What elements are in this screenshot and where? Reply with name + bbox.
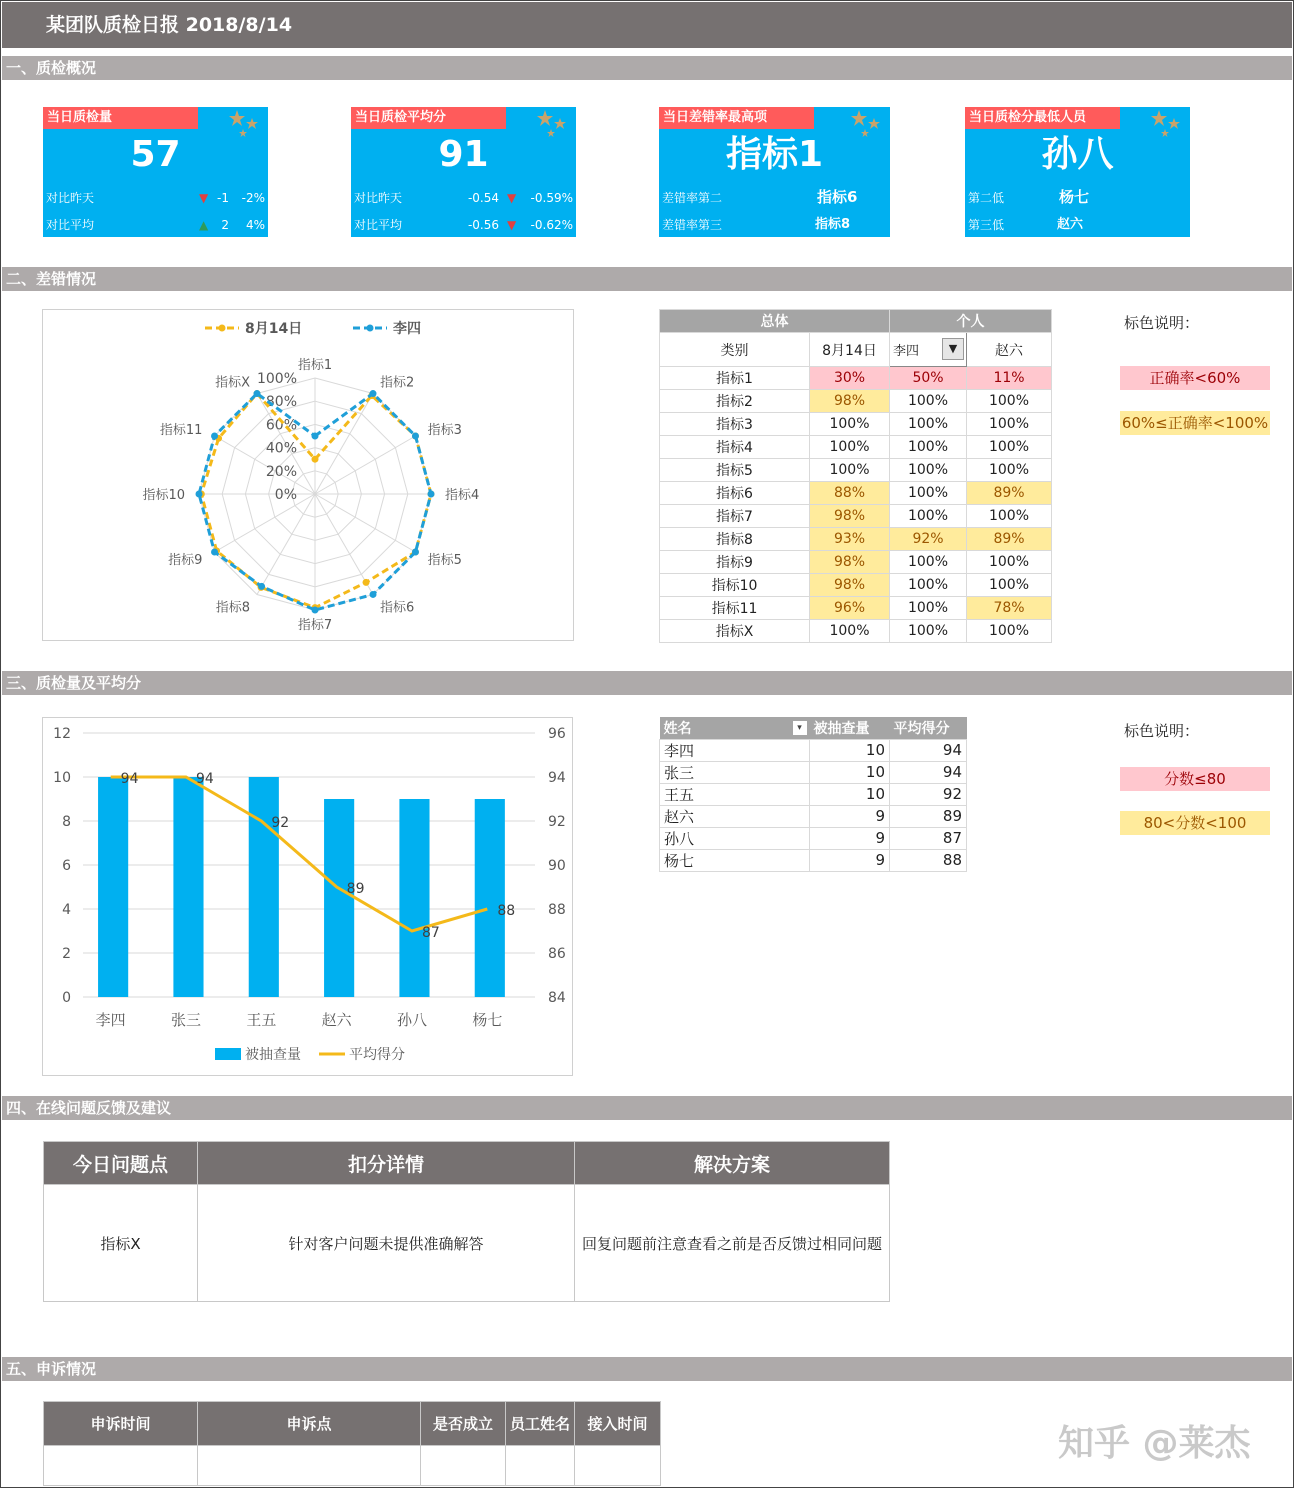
kpi-row-label: 第二低: [968, 191, 1005, 205]
radar-point: [412, 549, 419, 556]
metric-cell: 指标X: [660, 620, 810, 643]
kpi-row-label: 对比昨天: [46, 191, 95, 205]
radar-axis-label: 指标5: [427, 553, 462, 568]
rate-cell: 89%: [967, 482, 1052, 505]
metric-cell: 指标8: [660, 528, 810, 551]
appeal-cell[interactable]: [421, 1446, 506, 1486]
y-tick-label: 0: [62, 990, 71, 1006]
kpi-row-label: 对比平均: [46, 218, 95, 232]
error-row: [660, 620, 1052, 643]
radar-axis-label: 指标6: [380, 600, 415, 616]
appeal-cell[interactable]: [506, 1446, 575, 1486]
error-row: [660, 436, 1052, 459]
radar-chart: [43, 310, 573, 640]
data-label: 94: [196, 771, 214, 787]
appeal-cell[interactable]: [575, 1446, 661, 1486]
legend-yellow: 80<分数<100: [1120, 811, 1270, 835]
rate-cell: 100%: [810, 413, 890, 436]
kpi-row-label: 差错率第三: [662, 218, 723, 232]
legend-title: 标色说明：: [1124, 722, 1200, 740]
count-cell: 9: [810, 849, 890, 871]
down-arrow-icon: ▼: [507, 218, 517, 232]
data-label: 89: [346, 881, 365, 897]
metric-cell: 指标3: [660, 413, 810, 436]
kpi-row-pct: -2%: [241, 191, 265, 205]
radar-axis-label: 指标9: [168, 553, 203, 568]
rate-cell: 88%: [810, 482, 890, 505]
x-tick-label: 赵六: [321, 1011, 352, 1029]
average-cell: 87: [890, 827, 967, 849]
down-arrow-icon: ▼: [199, 191, 209, 205]
kpi-tag: 当日差错率最高项: [659, 107, 814, 129]
y2-tick-label: 90: [548, 858, 566, 874]
x-tick-label: 张三: [170, 1011, 202, 1029]
radar-point: [370, 390, 377, 397]
header-solution: 解决方案: [575, 1142, 890, 1185]
radar-axis-label: 指标X: [215, 375, 250, 391]
name-cell: 孙八: [660, 827, 810, 849]
rate-cell: 78%: [967, 597, 1052, 620]
header-issue: 今日问题点: [44, 1142, 198, 1185]
radar-tick-label: 40%: [265, 440, 297, 457]
bar: [173, 777, 203, 997]
kpi-row-pct: 4%: [245, 218, 265, 232]
radar-axis-label: 指标2: [380, 375, 415, 391]
header-average: 平均得分: [890, 717, 967, 739]
radar-point: [428, 491, 435, 498]
rate-cell: 89%: [967, 528, 1052, 551]
data-label: 87: [422, 925, 440, 941]
score-row: [660, 849, 967, 871]
appeal-table: [43, 1401, 661, 1486]
radar-chart-panel: [42, 309, 574, 641]
rate-cell: 100%: [890, 413, 967, 436]
kpi-tag: 当日质检分最低人员: [965, 107, 1120, 129]
error-rate-table: [659, 309, 1052, 643]
rate-cell: 100%: [890, 505, 967, 528]
y2-tick-label: 86: [548, 946, 566, 962]
radar-point: [312, 607, 319, 614]
issue-cell: 指标X: [44, 1185, 198, 1302]
radar-tick-label: 20%: [265, 463, 297, 480]
radar-axis-label: 指标1: [297, 358, 333, 373]
y-tick-label: 10: [53, 770, 71, 786]
metric-cell: 指标11: [660, 597, 810, 620]
legend-label: 李四: [393, 321, 421, 337]
radar-axis-label: 指标7: [297, 618, 333, 633]
report-title: 某团队质检日报 2018/8/14: [2, 2, 1292, 48]
kpi-row-value: -0.56: [467, 218, 499, 232]
rate-cell: 100%: [890, 597, 967, 620]
legend-pink: 正确率<60%: [1120, 366, 1270, 390]
legend-marker: [367, 325, 374, 332]
header-appeal-point: 申诉点: [198, 1402, 421, 1446]
radar-series-line: [201, 394, 431, 608]
y2-tick-label: 96: [548, 726, 566, 742]
name-cell: 李四: [660, 739, 810, 761]
rate-cell: 11%: [967, 367, 1052, 390]
radar-point: [370, 591, 377, 598]
header-appeal-time: 申诉时间: [44, 1402, 198, 1446]
rate-cell: 100%: [890, 390, 967, 413]
radar-point: [196, 491, 203, 498]
error-row: [660, 390, 1052, 413]
error-row: [660, 413, 1052, 436]
radar-tick-label: 100%: [256, 371, 297, 387]
radar-axis-label: 指标10: [142, 488, 185, 503]
rate-cell: 100%: [890, 459, 967, 482]
header-overall: 总体: [660, 310, 890, 333]
x-tick-label: 孙八: [396, 1011, 428, 1029]
radar-point: [363, 579, 370, 586]
kpi-value: 孙八: [1041, 134, 1114, 175]
average-cell: 94: [890, 739, 967, 761]
legend-title: 标色说明：: [1124, 314, 1200, 332]
legend-marker: [219, 325, 226, 332]
error-row: [660, 597, 1052, 620]
rate-cell: 100%: [967, 620, 1052, 643]
radar-axis-label: 指标3: [427, 423, 462, 438]
legend-swatch: [215, 1048, 241, 1060]
legend-label: 平均得分: [349, 1047, 405, 1063]
section-overview: 一、质检概况: [2, 56, 1292, 80]
name-cell: 王五: [660, 783, 810, 805]
kpi-row-label: 对比昨天: [354, 191, 403, 205]
kpi-row-value: 杨七: [1059, 188, 1090, 206]
y2-tick-label: 84: [548, 990, 566, 1006]
radar-axis-label: 指标8: [215, 600, 250, 616]
y-tick-label: 2: [62, 946, 71, 962]
average-cell: 89: [890, 805, 967, 827]
rate-cell: 98%: [810, 505, 890, 528]
rate-cell: 98%: [810, 551, 890, 574]
rate-cell: 100%: [967, 390, 1052, 413]
radar-point: [254, 390, 261, 397]
score-row: [660, 805, 967, 827]
kpi-row-label: 差错率第二: [662, 191, 723, 205]
name-cell: 赵六: [660, 805, 810, 827]
count-cell: 9: [810, 805, 890, 827]
dropdown-arrow-icon[interactable]: ▼: [942, 338, 964, 360]
kpi-row-value: 指标6: [817, 188, 858, 206]
bar: [475, 799, 505, 997]
y-tick-label: 6: [62, 858, 71, 874]
rate-cell: 100%: [810, 436, 890, 459]
score-row: [660, 761, 967, 783]
data-label: 94: [120, 771, 139, 787]
header-person2: 赵六: [967, 333, 1052, 367]
score-table: [659, 717, 967, 872]
radar-point: [258, 583, 265, 590]
error-row: [660, 574, 1052, 597]
rate-cell: 100%: [810, 620, 890, 643]
rate-cell: 100%: [890, 436, 967, 459]
section-feedback: 四、在线问题反馈及建议: [2, 1096, 1292, 1120]
radar-tick-label: 60%: [265, 417, 297, 434]
radar-point: [312, 456, 319, 463]
bar: [324, 799, 354, 997]
kpi-row-value: 赵六: [1057, 217, 1084, 232]
kpi-row-label: 第三低: [968, 218, 1005, 232]
y-tick-label: 8: [62, 814, 71, 830]
header-staff: 员工姓名: [506, 1402, 575, 1446]
header-name-label: 姓名: [663, 720, 692, 737]
section-volume: 三、质检量及平均分: [2, 671, 1292, 695]
kpi-value: 57: [130, 134, 181, 175]
person-select-value: 李四: [893, 344, 920, 359]
metric-cell: 指标4: [660, 436, 810, 459]
y-tick-label: 12: [53, 726, 71, 742]
y-tick-label: 4: [62, 902, 71, 918]
radar-axis-label: 指标4: [445, 488, 480, 503]
rate-cell: 100%: [967, 459, 1052, 482]
bar: [399, 799, 429, 997]
watermark: 知乎 @莱杰: [1058, 1423, 1251, 1464]
rate-cell: 100%: [967, 574, 1052, 597]
person-select[interactable]: [890, 333, 967, 367]
kpi-card-top-error: [659, 107, 890, 237]
rate-cell: 100%: [967, 551, 1052, 574]
x-tick-label: 王五: [246, 1011, 277, 1029]
kpi-tag: 当日质检量: [43, 107, 198, 129]
kpi-row-value: -1: [217, 191, 229, 205]
radar-tick-label: 0%: [274, 487, 297, 503]
name-cell: 张三: [660, 761, 810, 783]
radar-point: [412, 433, 419, 440]
kpi-row-pct: -0.59%: [530, 191, 573, 205]
metric-cell: 指标9: [660, 551, 810, 574]
feedback-table: [43, 1141, 890, 1302]
rate-cell: 100%: [890, 574, 967, 597]
appeal-cell[interactable]: [44, 1446, 198, 1486]
detail-cell: 针对客户问题未提供准确解答: [198, 1185, 575, 1302]
radar-tick-label: 80%: [265, 394, 297, 411]
kpi-row-value: -0.54: [467, 191, 499, 205]
metric-cell: 指标5: [660, 459, 810, 482]
error-row: [660, 505, 1052, 528]
bar: [249, 777, 279, 997]
count-cell: 9: [810, 827, 890, 849]
kpi-value: 91: [438, 134, 489, 175]
up-arrow-icon: ▲: [199, 218, 209, 232]
kpi-row-label: 对比平均: [354, 218, 403, 232]
kpi-tag: 当日质检平均分: [351, 107, 506, 129]
rate-cell: 100%: [967, 505, 1052, 528]
kpi-value: 指标1: [725, 134, 824, 175]
header-valid: 是否成立: [421, 1402, 506, 1446]
header-date: 8月14日: [810, 333, 890, 367]
rate-cell: 100%: [890, 620, 967, 643]
metric-cell: 指标1: [660, 367, 810, 390]
rate-cell: 100%: [890, 482, 967, 505]
bar: [98, 777, 128, 997]
kpi-row-value: 指标8: [815, 217, 851, 232]
rate-cell: 93%: [810, 528, 890, 551]
rate-cell: 96%: [810, 597, 890, 620]
score-row: [660, 739, 967, 761]
solution-cell: 回复问题前注意查看之前是否反馈过相同问题: [575, 1185, 890, 1302]
rate-cell: 100%: [810, 459, 890, 482]
metric-cell: 指标10: [660, 574, 810, 597]
radar-axis-label: 指标11: [159, 423, 203, 438]
header-count: 被抽查量: [810, 717, 890, 739]
legend-label: 被抽查量: [245, 1047, 301, 1063]
kpi-card-volume: [43, 107, 268, 237]
y2-tick-label: 88: [548, 902, 566, 918]
down-arrow-icon: ▼: [507, 191, 517, 205]
count-cell: 10: [810, 739, 890, 761]
x-tick-label: 李四: [95, 1011, 126, 1029]
average-cell: 92: [890, 783, 967, 805]
kpi-card-lowest: [965, 107, 1190, 237]
rate-cell: 100%: [890, 551, 967, 574]
kpi-row-pct: -0.62%: [530, 218, 573, 232]
legend-pink: 分数≤80: [1120, 767, 1270, 791]
section-appeal: 五、申诉情况: [2, 1357, 1292, 1381]
score-row: [660, 827, 967, 849]
radar-point: [312, 433, 319, 440]
rate-cell: 92%: [890, 528, 967, 551]
error-row: [660, 528, 1052, 551]
data-label: 92: [271, 815, 290, 831]
metric-cell: 指标2: [660, 390, 810, 413]
appeal-cell[interactable]: [198, 1446, 421, 1486]
data-label: 88: [497, 903, 516, 919]
error-row: [660, 482, 1052, 505]
volume-score-chart-panel: [42, 717, 573, 1076]
y2-tick-label: 92: [548, 814, 566, 830]
legend-label: 8月14日: [245, 321, 303, 337]
kpi-card-average: [351, 107, 576, 237]
header-category: 类别: [660, 333, 810, 367]
name-cell: 杨七: [660, 849, 810, 871]
rate-cell: 100%: [967, 436, 1052, 459]
count-cell: 10: [810, 761, 890, 783]
radar-point: [211, 433, 218, 440]
rate-cell: 100%: [967, 413, 1052, 436]
x-tick-label: 杨七: [472, 1011, 503, 1029]
metric-cell: 指标7: [660, 505, 810, 528]
error-row: [660, 551, 1052, 574]
rate-cell: 98%: [810, 390, 890, 413]
section-errors: 二、差错情况: [2, 267, 1292, 291]
error-row: [660, 367, 1052, 390]
y2-tick-label: 94: [548, 770, 566, 786]
score-row: [660, 783, 967, 805]
kpi-row-value: 2: [221, 218, 229, 232]
header-name[interactable]: [660, 717, 810, 739]
radar-point: [211, 549, 218, 556]
header-personal: 个人: [890, 310, 1052, 333]
average-cell: 88: [890, 849, 967, 871]
score-line: [111, 777, 488, 931]
error-row: [660, 459, 1052, 482]
average-cell: 94: [890, 761, 967, 783]
header-access-time: 接入时间: [575, 1402, 661, 1446]
header-detail: 扣分详情: [198, 1142, 575, 1185]
count-cell: 10: [810, 783, 890, 805]
rate-cell: 30%: [810, 367, 890, 390]
legend-yellow: 60%≤正确率<100%: [1120, 411, 1270, 435]
rate-cell: 50%: [890, 367, 967, 390]
metric-cell: 指标6: [660, 482, 810, 505]
filter-icon[interactable]: ▾: [793, 721, 807, 735]
volume-score-chart: [43, 718, 572, 1075]
rate-cell: 98%: [810, 574, 890, 597]
